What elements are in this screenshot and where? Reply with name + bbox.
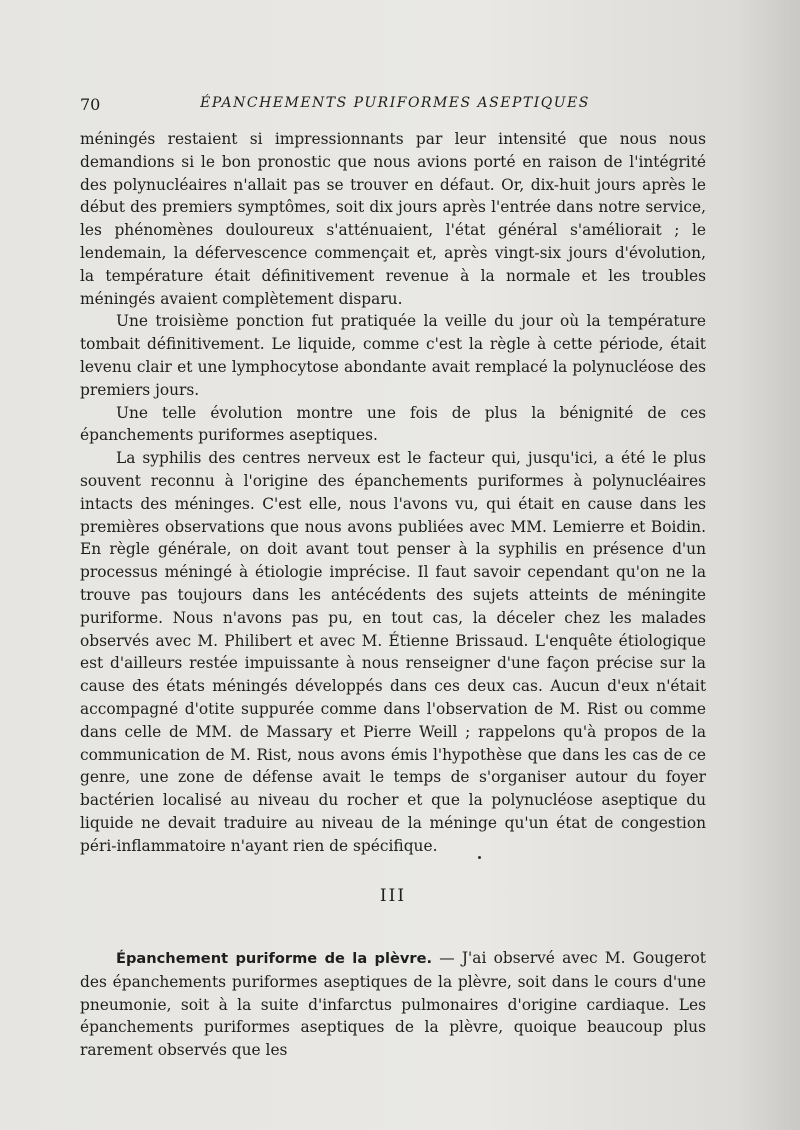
- section-text: [80, 947, 706, 1062]
- section-heading: Épanchement puriforme de la plèvre.: [116, 950, 433, 967]
- running-head: [80, 93, 710, 117]
- paragraph: Une telle évolution montre une fois de plus la bénignité de ces épanchements puriformes aseptiques.: [80, 403, 706, 445]
- heading-dash: —: [432, 949, 462, 967]
- running-title: ÉPANCHEMENTS PURIFORMES ASEPTIQUES: [200, 95, 590, 111]
- stray-mark: [478, 856, 481, 859]
- paragraph: La syphilis des centres nerveux est le facteur qui, jusqu'ici, a été le plus souvent reconnu à l'origine des épanchements puriformes à polynucléaires intacts des méninges. C'est elle, nous l'avons vu, qui était en cause dans les premières observations que nous avons publiées avec MM. Lemierre et Boidin. En règle générale, on doit avant tout penser à la syphilis en présence d'un processus méningé à étiologie imprécise. Il faut savoir cependant qu'on ne la trouve pas toujours dans les antécédents des sujets atteints de méningite puriforme. Nous n'avons pas pu, en tout cas, la déceler chez les malades observés avec M. Philibert et avec M. Étienne Brissaud. L'enquête étiologique est d'ailleurs restée impuissante à nous renseigner d'une façon précise sur la cause des états méningés développés dans ces deux cas. Aucun d'eux n'était accompagné d'otite suppurée comme dans l'observation de M. Rist ou comme dans celle de MM. de Massary et Pierre Weill ; rappelons qu'à propos de la communication de M. Rist, nous avons émis l'hypothèse que dans les cas de ce genre, une zone de défense avait le temps de s'organiser autour du foyer bactérien localisé au niveau du rocher et que la polynucléose aseptique du liquide ne devait traduire au niveau de la méninge qu'un état de congestion péri-inflammatoire n'ayant rien de spécifique.: [80, 449, 706, 855]
- section-body: J'ai observé avec M. Gougerot des épanchements puriformes aseptiques de la plèvre, soit dans le cours d'une pneumonie, soit à la suite d'infarctus pulmonaires d'origine cardiaque. Les épanchements puriformes aseptiques de la plèvre, quoique beaucoup plus rarement observés que les: [80, 949, 706, 1060]
- section-number: III: [379, 886, 407, 906]
- paragraph: Une troisième ponction fut pratiquée la veille du jour où la température tombait définitivement. Le liquide, comme c'est la règle à cette période, était levenu clair et une lymphocytose abondante avait remplacé la polynucléose des premiers jours.: [80, 312, 706, 399]
- page-number: 70: [80, 95, 101, 114]
- section-paragraph: [80, 947, 706, 1062]
- paragraph-continued: méningés restaient si impressionnants par leur intensité que nous nous demandions si le bon pronostic que nous avions porté en raison de l'intégrité des polynucléaires n'allait pas se trouver en défaut. Or, dix-huit jours après le début des premiers symptômes, soit dix jours après l'entrée dans notre service, les phénomènes douloureux s'atténuaient, l'état général s'améliorait ; le lendemain, la défervescence commençait et, après vingt-six jours d'évolution, la température était définitivement revenue à la normale et les troubles méningés avaient complètement disparu.: [80, 130, 706, 308]
- body-text: [80, 128, 706, 858]
